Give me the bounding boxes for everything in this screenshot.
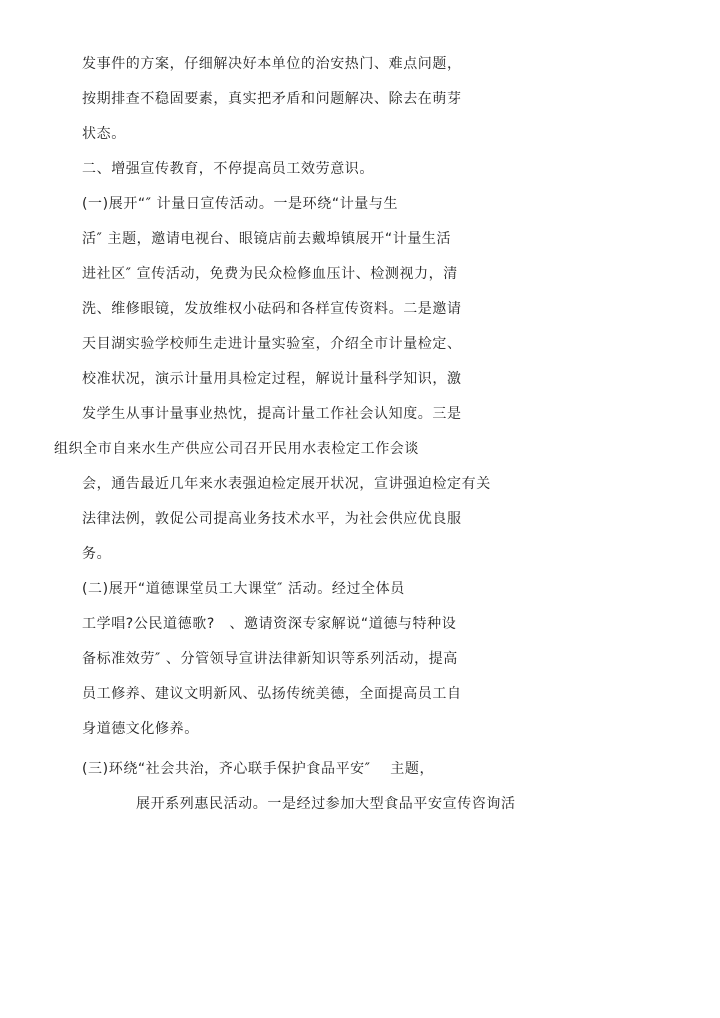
text-line: (一)展开“″ 计量日宣传活动。一是环绕“计量与生 (82, 196, 399, 212)
text-line: 工学唱?公民道德歌? 、邀请资深专家解说“道德与特种设 (82, 616, 457, 632)
text-line: 活″ 主题，邀请电视台、眼镜店前去戴埠镇展开“计量生活 (82, 231, 452, 247)
text-line: 发事件的方案，仔细解决好本单位的治安热门、难点问题， (82, 56, 462, 72)
section-heading: 二、增强宣传教育，不停提高员工效劳意识。 (82, 161, 374, 177)
text-line: 备标准效劳″ 、分管领导宣讲法律新知识等系列活动，提高 (82, 651, 458, 667)
text-line: 天目湖实验学校师生走进计量实验室，介绍全市计量检定、 (82, 336, 462, 352)
text-line: 会，通告最近几年来水表强迫检定展开状况，宣讲强迫检定有关 (82, 476, 491, 492)
text-line: (三)环绕“社会共治，齐心联手保护食品平安″ 主题， (82, 761, 435, 777)
text-line: 员工修养、建议文明新风、弘扬传统美德，全面提高员工自 (82, 686, 462, 702)
text-line: 校准状况，演示计量用具检定过程，解说计量科学知识，激 (82, 371, 462, 387)
text-line: 务。 (82, 546, 112, 562)
text-line: (二)展开“道德课堂员工大课堂″ 活动。经过全体员 (82, 581, 405, 597)
text-line: 洗、维修眼镜，发放维权小砝码和各样宣传资料。二是邀请 (82, 301, 462, 317)
text-line: 身道德文化修养。 (82, 721, 199, 737)
text-line: 展开系列惠民活动。一是经过参加大型食品平安宣传咨询活 (136, 796, 516, 812)
text-line: 进社区″ 宣传活动，免费为民众检修血压计、检测视力，清 (82, 266, 458, 282)
text-line: 发学生从事计量事业热忱，提高计量工作社会认知度。三是 (82, 406, 462, 422)
text-line: 按期排查不稳固要素，真实把矛盾和问题解决、除去在萌芽 (82, 91, 462, 107)
text-line: 组织全市自来水生产供应公司召开民用水表检定工作会谈 (54, 441, 419, 457)
text-line: 状态。 (82, 126, 126, 142)
text-line: 法律法例，敦促公司提高业务技术水平，为社会供应优良服 (82, 511, 462, 527)
